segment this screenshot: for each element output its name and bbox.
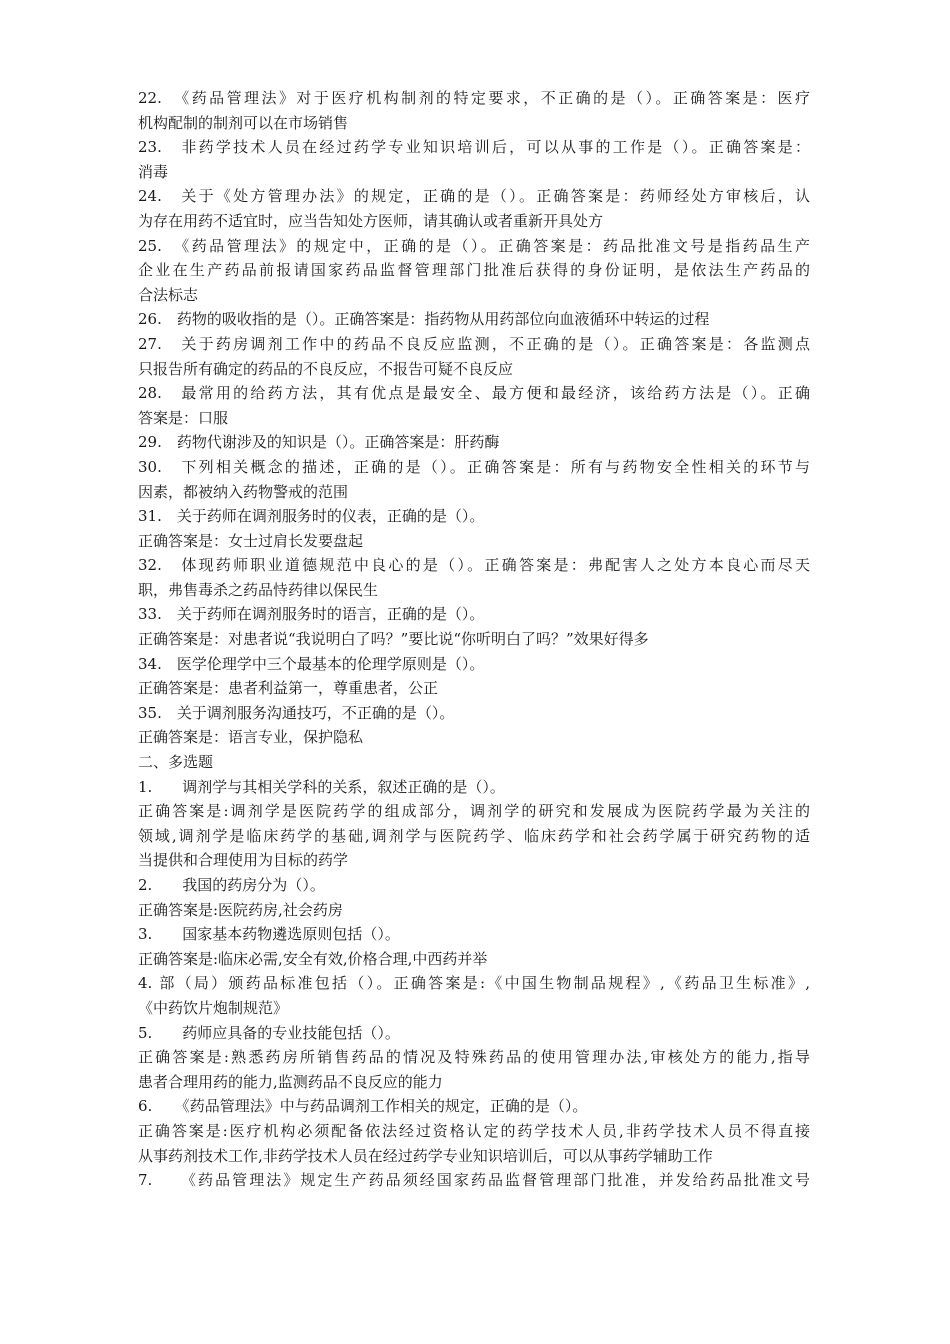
text-line: 企业在生产药品前报请国家药品监督管理部门批准后获得的身份证明，是依法生产药品的 bbox=[138, 261, 810, 280]
text-line: 消毒 bbox=[138, 162, 169, 181]
text-line: 答案是：口服 bbox=[138, 408, 229, 427]
text-line: 合法标志 bbox=[138, 285, 199, 304]
text-line: 因素，都被纳入药物警戒的范围 bbox=[138, 482, 349, 501]
text-line: 6. 《药品管理法》中与药品调剂工作相关的规定，正确的是（）。 bbox=[138, 1097, 588, 1116]
text-line: 职，弗售毒杀之药品恃药律以保民生 bbox=[138, 580, 379, 599]
text-line: 2. 我国的药房分为（）。 bbox=[138, 876, 325, 894]
text-line: 7. 《药品管理法》规定生产药品须经国家药品监督管理部门批准，并发给药品批准文号 bbox=[138, 1171, 810, 1190]
text-line: 23. 非药学技术人员在经过药学专业知识培训后，可以从事的工作是（）。正确答案是： bbox=[138, 138, 810, 157]
document-page bbox=[138, 86, 810, 1193]
text-line: 24. 关于《处方管理办法》的规定，正确的是（）。正确答案是：药师经处方审核后，认 bbox=[138, 187, 810, 206]
text-line: 3. 国家基本药物遴选原则包括（）。 bbox=[138, 925, 400, 944]
text-line: 正确答案是:调剂学是医院药学的组成部分，调剂学的研究和发展成为医院药学最为关注的 bbox=[138, 802, 810, 821]
text-line: 1. 调剂学与其相关学科的关系，叙述正确的是（）。 bbox=[138, 777, 505, 796]
text-line: 正确答案是：女士过肩长发要盘起 bbox=[138, 531, 364, 550]
text-line: 28. 最常用的给药方法，其有优点是最安全、最方便和最经济，该给药方法是（）。正确 bbox=[138, 384, 810, 403]
text-line: 从事药剂技术工作,非药学技术人员在经过药学专业知识培训后，可以从事药学辅助工作 bbox=[138, 1146, 713, 1165]
text-line: 30. 下列相关概念的描述，正确的是（）。正确答案是：所有与药物安全性相关的环节与 bbox=[138, 457, 810, 476]
text-line: 22. 《药品管理法》对于医疗机构制剂的特定要求，不正确的是（）。正确答案是：医疗 bbox=[138, 89, 810, 107]
text-line: 机构配制的制剂可以在市场销售 bbox=[138, 113, 349, 132]
text-line: 只报告所有确定的药品的不良反应，不报告可疑不良反应 bbox=[138, 359, 514, 378]
text-line: 27. 关于药房调剂工作中的药品不良反应监测，不正确的是（）。正确答案是：各监测点 bbox=[138, 334, 810, 353]
text-line: 26. 药物的吸收指的是（）。正确答案是：指药物从用药部位向血液循环中转运的过程 bbox=[138, 310, 710, 329]
text-line: 正确答案是:医疗机构必须配备依法经过资格认定的药学技术人员,非药学技术人员不得直接 bbox=[138, 1121, 810, 1140]
text-line: 正确答案是：患者利益第一，尊重患者，公正 bbox=[138, 679, 439, 698]
text-line: 33. 关于药师在调剂服务时的语言，正确的是（）。 bbox=[138, 605, 485, 624]
text-line: 患者合理用药的能力,监测药品不良反应的能力 bbox=[138, 1072, 443, 1091]
text-line: 领域,调剂学是临床药学的基础,调剂学与医院药学、临床药学和社会药学属于研究药物的适 bbox=[138, 826, 810, 845]
text-line: 4. 部（局）颁药品标准包括（）。正确答案是:《中国生物制品规程》,《药品卫生标准》, bbox=[138, 974, 810, 993]
text-line: 29. 药物代谢涉及的知识是（）。正确答案是：肝药酶 bbox=[138, 433, 500, 452]
text-line: 当提供和合理使用为目标的药学 bbox=[138, 851, 349, 870]
text-line: 5. 药师应具备的专业技能包括（）。 bbox=[138, 1023, 400, 1042]
text-line: 32. 体现药师职业道德规范中良心的是（）。正确答案是：弗配害人之处方本良心而尽天 bbox=[138, 556, 810, 575]
text-line: 二、多选题 bbox=[138, 753, 214, 772]
text-line: 为存在用药不适宜时，应当告知处方医师，请其确认或者重新开具处方 bbox=[138, 211, 604, 230]
text-line: 31. 关于药师在调剂服务时的仪表，正确的是（）。 bbox=[138, 507, 485, 526]
text-line: 正确答案是：对患者说“我说明白了吗？”要比说“你听明白了吗？”效果好得多 bbox=[138, 630, 649, 649]
text-line: 25. 《药品管理法》的规定中，正确的是（）。正确答案是：药品批准文号是指药品生产 bbox=[138, 236, 810, 255]
text-line: 《中药饮片炮制规范》 bbox=[138, 998, 289, 1017]
text-line: 正确答案是:临床必需,安全有效,价格合理,中西药并举 bbox=[138, 949, 488, 968]
text-line: 正确答案是:熟悉药房所销售药品的情况及特殊药品的使用管理办法,审核处方的能力,指导 bbox=[138, 1048, 810, 1067]
text-line: 正确答案是:医院药房,社会药房 bbox=[138, 900, 343, 919]
text-line: 正确答案是：语言专业，保护隐私 bbox=[138, 728, 364, 747]
text-line: 35. 关于调剂服务沟通技巧，不正确的是（）。 bbox=[138, 703, 455, 722]
text-line: 34. 医学伦理学中三个最基本的伦理学原则是（）。 bbox=[138, 654, 485, 673]
